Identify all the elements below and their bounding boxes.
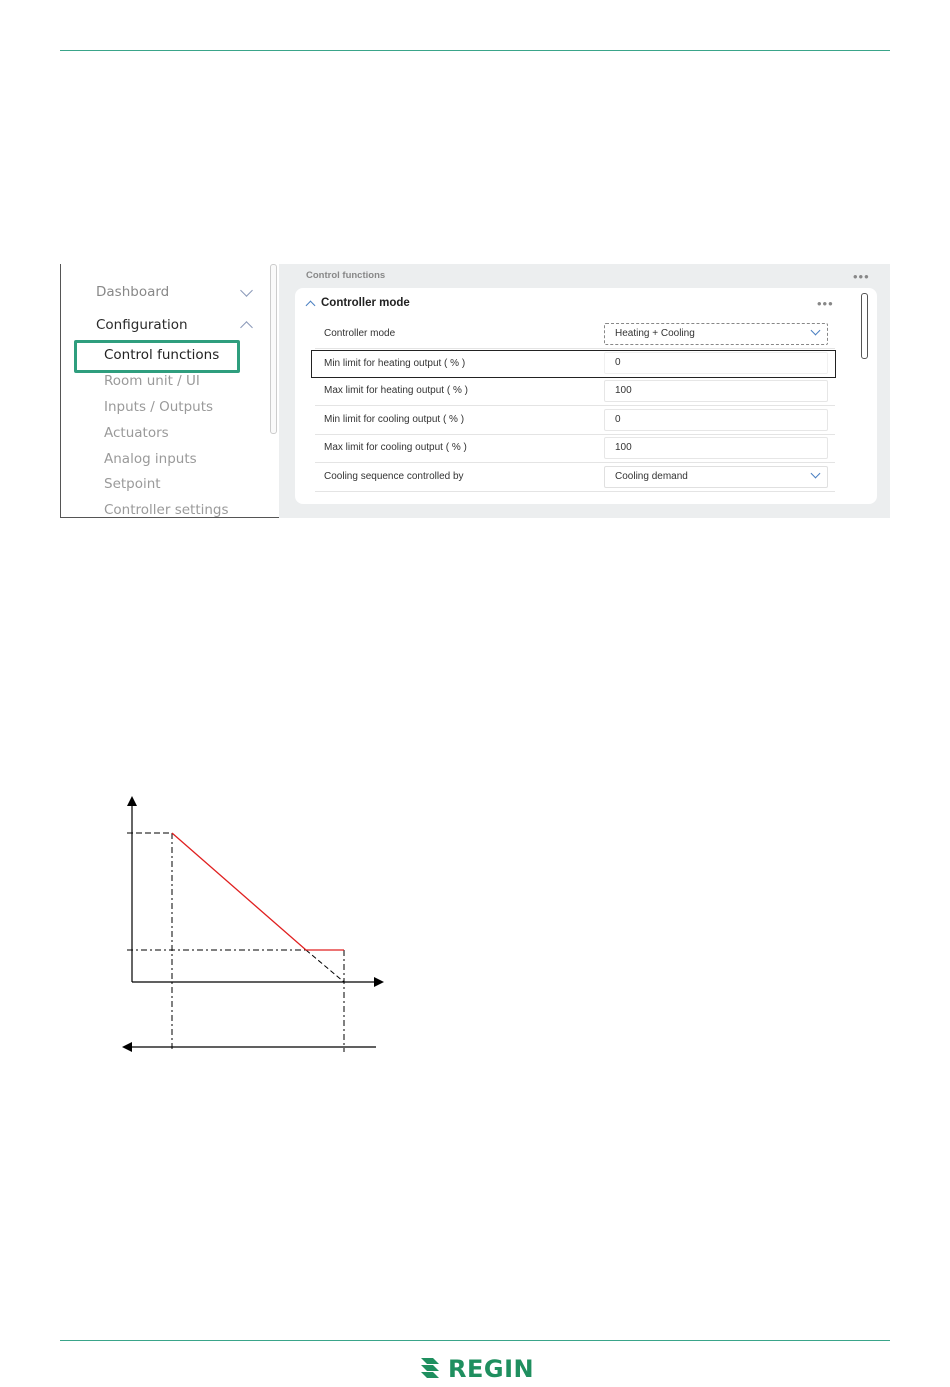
section-title: Control functions [306,270,386,281]
x-axis-arrow [374,977,384,987]
output-limit-diagram [110,790,400,1060]
row-label: Min limit for heating output ( % ) [324,358,466,369]
nav-actuators[interactable] [104,425,169,441]
screenshot-panel [60,264,890,518]
nav-control-functions-label: Control functions [104,347,220,363]
row-cooling-sequence [315,463,835,492]
input-value: 100 [615,385,632,396]
row-label: Max limit for heating output ( % ) [324,385,468,396]
nav-dashboard-label: Dashboard [96,284,170,300]
chevron-up-icon[interactable] [240,321,253,334]
nav-control-functions[interactable] [104,347,219,363]
row-label: Cooling sequence controlled by [324,471,464,482]
chevron-down-icon [811,469,821,479]
more-options-icon[interactable]: ••• [817,296,834,311]
chevron-down-icon[interactable] [240,284,253,297]
more-options-icon[interactable]: ••• [853,269,870,284]
nav-configuration-label: Configuration [96,317,188,333]
nav-analog-inputs[interactable] [104,451,197,467]
chevron-up-icon[interactable] [306,301,316,311]
nav-room-unit[interactable] [104,373,200,389]
nav-configuration[interactable] [96,317,188,333]
card-scrollbar[interactable] [861,293,868,359]
nav-dashboard[interactable] [96,284,169,300]
card-title: Controller mode [321,297,410,309]
row-label: Min limit for cooling output ( % ) [324,414,465,425]
input-value: 0 [615,414,621,425]
max-heating-input[interactable] [604,380,828,402]
nav-controller-settings-label: Controller settings [104,502,229,518]
nav-setpoint[interactable] [104,476,161,492]
brand-logo-text: REGIN [448,1355,535,1383]
top-rule [60,50,890,51]
sidebar-scrollbar[interactable] [270,264,277,434]
row-min-cooling [315,406,835,435]
nav-actuators-label: Actuators [104,425,169,441]
select-value: Cooling demand [615,471,688,482]
min-heating-input[interactable] [604,352,828,374]
row-label: Max limit for cooling output ( % ) [324,442,467,453]
nav-inputs-outputs-label: Inputs / Outputs [104,399,214,415]
row-min-heating [311,350,836,378]
row-max-cooling [315,434,835,463]
main-content [279,264,890,518]
min-cooling-input[interactable] [604,409,828,431]
input-value: 0 [615,357,621,368]
limited-output-curve [172,833,344,950]
nav-analog-inputs-label: Analog inputs [104,451,197,467]
unlimited-ramp [306,950,344,982]
panel-border [60,264,61,518]
row-controller-mode [315,320,835,349]
cooling-sequence-select[interactable] [604,466,828,488]
y-axis-arrow [127,796,137,806]
nav-controller-settings[interactable] [104,502,229,518]
nav-setpoint-label: Setpoint [104,476,161,492]
bottom-rule [60,1340,890,1341]
row-max-heating [315,377,835,406]
regin-logo-icon [418,1356,442,1380]
nav-room-unit-label: Room unit / UI [104,373,200,389]
select-value: Heating + Cooling [615,328,695,339]
input-value: 100 [615,442,632,453]
controller-mode-card [295,288,877,504]
row-label: Controller mode [324,328,396,339]
chevron-down-icon [811,326,821,336]
bottom-arrow-head [122,1042,132,1052]
nav-inputs-outputs[interactable] [104,399,213,415]
max-cooling-input[interactable] [604,437,828,459]
controller-mode-select[interactable] [604,323,828,345]
